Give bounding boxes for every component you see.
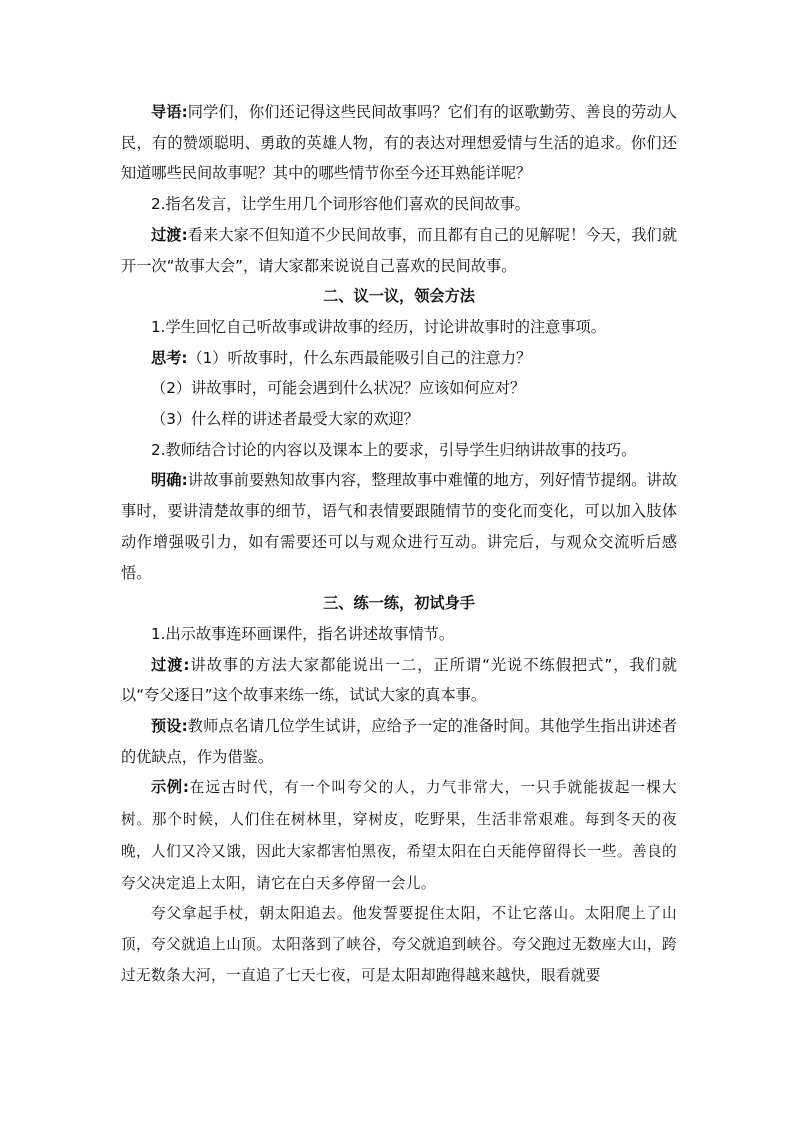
section-heading-2: 二、议一议，领会方法 <box>323 287 475 306</box>
transition-paragraph-1 <box>121 220 677 281</box>
think-paragraph <box>121 343 677 374</box>
step-1-recall: 1.学生回忆自己听故事或讲故事的经历，讨论讲故事时的注意事项。 <box>151 317 606 336</box>
example-label: 示例: <box>151 778 189 797</box>
preset-paragraph <box>121 711 677 772</box>
step-2-speak: 2.指名发言，让学生用几个词形容他们喜欢的民间故事。 <box>151 195 530 214</box>
clarify-paragraph <box>121 465 677 588</box>
intro-paragraph <box>121 97 677 189</box>
intro-label: 导语: <box>151 103 188 121</box>
think-question-3: （3）什么样的讲述者最受大家的欢迎？ <box>151 410 419 429</box>
transition-text-2: 讲故事的方法大家都能说出一二，正所谓“光说不练假把式”，我们就以“夸父逐日”这个故事来练一练，试试大家的真本事。 <box>121 655 677 705</box>
transition-label-1: 过渡: <box>151 225 188 244</box>
step-2-summarize: 2.教师结合讨论的内容以及课本上的要求，引导学生归纳讲故事的技巧。 <box>151 440 637 459</box>
transition-text-1: 看来大家不但知道不少民间故事，而且都有自己的见解呢！今天，我们就开一次“故事大会”，请大家都来说说自己喜欢的民间故事。 <box>121 225 678 275</box>
clarify-label: 明确: <box>151 471 188 490</box>
example-paragraph <box>121 772 677 899</box>
story-paragraph-2: 夸父拿起手杖，朝太阳追去。他发誓要捉住太阳，不让它落山。太阳爬上了山顶，夸父就追上山顶。太阳落到了峡谷，夸父就追到峡谷。夸父跑过无数座大山，跨过无数条大河，一直追了七天七夜，可是太阳却跑得越来越快，眼看就要 <box>121 905 677 984</box>
clarify-text: 讲故事前要熟知故事内容，整理故事中难懂的地方，列好情节提纲。讲故事时，要讲清楚故事的细节，语气和表情要跟随情节的变化而变化，可以加入肢体动作增强吸引力，如有需要还可以与观众进行互动。讲完后，与观众交流听后感悟。 <box>121 471 678 582</box>
think-question-2: （2）讲故事时，可能会遇到什么状况？应该如何应对？ <box>151 379 526 398</box>
section-heading-3: 三、练一练，初试身手 <box>323 594 475 613</box>
preset-text: 教师点名请几位学生试讲，应给予一定的准备时间。其他学生指出讲述者的优缺点，作为借鉴。 <box>121 717 678 766</box>
transition-paragraph-2 <box>121 650 677 711</box>
example-story-text: 在远古时代，有一个叫夸父的人，力气非常大，一只手就能拔起一棵大树。那个时候，人们住在树林里，穿树皮，吃野果，生活非常艰难。每到冬天的夜晚，人们又冷又饿，因此大家都害怕黑夜，希望太阳在白天能停留得长一些。善良的夸父决定追上太阳，请它在白天多停留一会儿。 <box>121 779 677 892</box>
intro-text: 同学们，你们还记得这些民间故事吗？它们有的讴歌勤劳、善良的劳动人民，有的赞颂聪明、勇敢的英雄人物，有的表达对理想爱情与生活的追求。你们还知道哪些民间故事呢？其中的哪些情节你至今还耳熟能详呢？ <box>121 103 678 183</box>
think-label: 思考: <box>151 348 188 367</box>
transition-label-2: 过渡: <box>151 655 190 674</box>
step-1-comic: 1.出示故事连环画课件，指名讲述故事情节。 <box>151 624 455 643</box>
preset-label: 预设: <box>151 717 188 736</box>
think-question-1: （1）听故事时，什么东西最能吸引自己的注意力？ <box>187 348 532 367</box>
text-column <box>121 97 677 991</box>
